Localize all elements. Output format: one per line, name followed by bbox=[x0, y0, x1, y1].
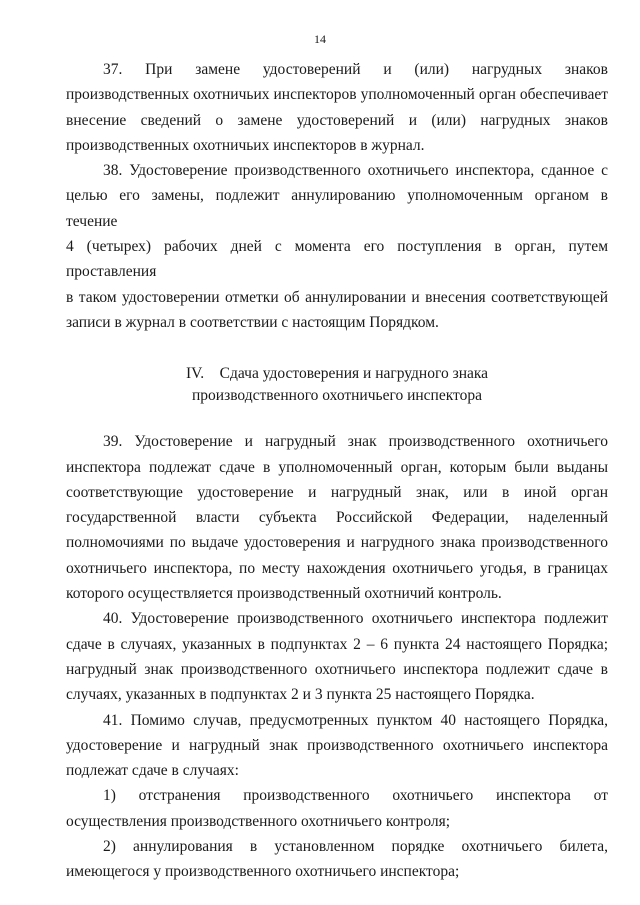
paragraph-line: 37. При замене удостоверений и (или) нагрудных знаков bbox=[103, 61, 608, 78]
paragraph-line: которого осуществляется производственный охотничий контроль. bbox=[66, 585, 502, 603]
section-heading-line-1: IV. Сдача удостоверения и нагрудного знака bbox=[185, 365, 489, 383]
paragraph-39 bbox=[66, 429, 608, 606]
paragraph-line: удостоверение и нагрудный знак производственного охотничьего инспектора bbox=[66, 736, 608, 754]
paragraph-line: случаях, указанных в подпунктах 2 и 3 пункта 25 настоящего Порядка. bbox=[66, 686, 535, 704]
paragraph-line: государственной власти субъекта Российской Федерации, наделенный bbox=[66, 509, 608, 527]
page-number: 14 bbox=[314, 32, 326, 46]
paragraph-38 bbox=[66, 158, 608, 335]
section-heading bbox=[66, 363, 608, 407]
paragraph-line: производственных охотничьих инспекторов в журнал. bbox=[66, 136, 425, 154]
list-item-1 bbox=[66, 783, 608, 834]
paragraph-line: полномочиями по выдаче удостоверения и нагрудного знака производственного bbox=[66, 534, 608, 552]
list-item-line: имеющегося у производственного охотничьего инспектора; bbox=[66, 863, 460, 881]
list-item-line: осуществления производственного охотничьего контроля; bbox=[66, 812, 451, 830]
spacer bbox=[66, 335, 608, 363]
paragraph-line: сдаче в случаях, указанных в подпунктах 2 – 6 пункта 24 настоящего Порядка; bbox=[66, 635, 608, 653]
paragraph-line: охотничьего инспектора, по месту нахождения охотничьего угодья, в границах bbox=[66, 559, 608, 577]
paragraph-line: подлежат сдаче в случаях: bbox=[66, 762, 239, 780]
paragraph-line: записи в журнал в соответствии с настоящим Порядком. bbox=[66, 313, 439, 331]
paragraph-line: соответствующие удостоверение и нагрудный знак, или в иной орган bbox=[66, 483, 608, 501]
paragraph-41 bbox=[66, 708, 608, 784]
list-item-line: 1) отстранения производственного охотничьего инспектора от bbox=[103, 787, 608, 805]
paragraph-line: целью его замены, подлежит аннулированию уполномоченным органом в течение bbox=[66, 187, 608, 230]
paragraph-37 bbox=[66, 57, 608, 158]
paragraph-line: в таком удостоверении отметки об аннулировании и внесения соответствующей bbox=[66, 288, 608, 306]
paragraph-line: 39. Удостоверение и нагрудный знак производственного охотничьего bbox=[103, 433, 608, 451]
paragraph-line: 41. Помимо случав, предусмотренных пунктом 40 настоящего Порядка, bbox=[103, 711, 608, 729]
paragraph-line: внесение сведений о замене удостоверений и (или) нагрудных знаков bbox=[66, 111, 608, 129]
paragraph-line: нагрудный знак производственного охотничьего инспектора подлежит сдаче в bbox=[66, 660, 608, 678]
paragraph-line: производственных охотничьих инспекторов уполномоченный орган обеспечивает bbox=[66, 86, 608, 104]
list-item-line: 2) аннулирования в установленном порядке охотничьего билета, bbox=[103, 838, 608, 856]
section-heading-line-2: производственного охотничьего инспектора bbox=[191, 387, 482, 405]
paragraph-line: 40. Удостоверение производственного охотничьего инспектора подлежит bbox=[103, 610, 608, 628]
paragraph-line: 38. Удостоверение производственного охотничьего инспектора, сданное с bbox=[103, 162, 608, 180]
paragraph-40 bbox=[66, 606, 608, 707]
spacer bbox=[66, 407, 608, 429]
paragraph-line: инспектора подлежат сдаче в уполномоченный орган, которым были выданы bbox=[66, 458, 608, 476]
paragraph-line: 4 (четырех) рабочих дней с момента его поступления в орган, путем проставления bbox=[66, 238, 608, 281]
document-body bbox=[66, 57, 608, 885]
list-item-2 bbox=[66, 834, 608, 885]
